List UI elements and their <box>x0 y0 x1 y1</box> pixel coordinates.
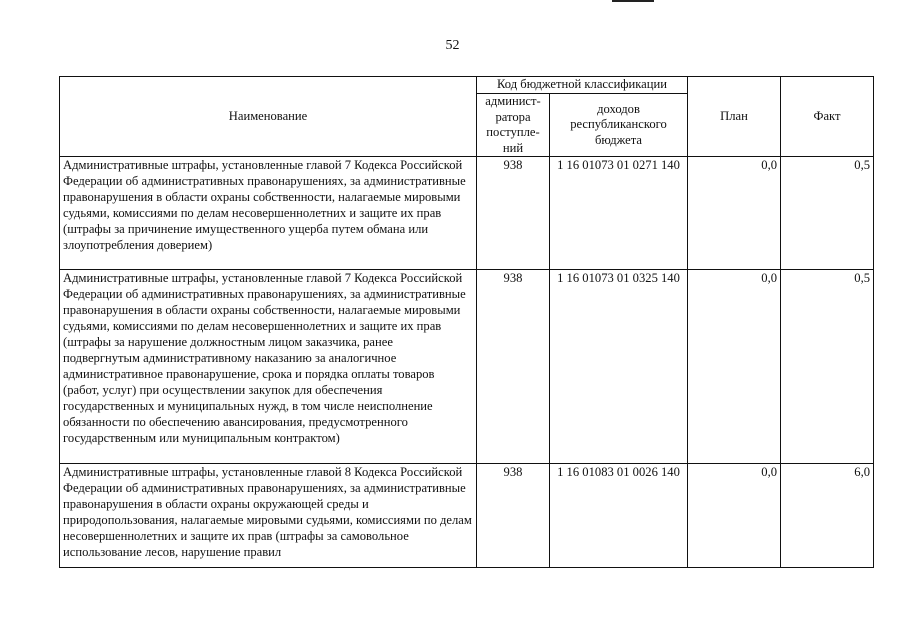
header-fact: Факт <box>781 77 874 157</box>
row-fact: 6,0 <box>781 464 874 568</box>
table-row <box>60 464 874 568</box>
top-edge-mark <box>612 0 654 2</box>
table-row <box>60 270 874 464</box>
row-admin-code: 938 <box>477 464 550 568</box>
row-kbk-code: 1 16 01073 01 0325 140 <box>550 270 688 464</box>
row-plan: 0,0 <box>688 270 781 464</box>
row-plan: 0,0 <box>688 464 781 568</box>
page-number: 52 <box>445 38 460 53</box>
row-kbk-code: 1 16 01083 01 0026 140 <box>550 464 688 568</box>
row-plan: 0,0 <box>688 157 781 270</box>
row-name: Административные штрафы, установленные главой 7 Кодекса Российской Федерации об административных правонарушениях, за административные правонарушения в области охраны собственности, налагаемые мировыми судьями, комиссиями по делам несовершеннолетних и защите их прав (штрафы за причинение имущественного ущерба путем обмана или злоупотребления доверием) <box>60 157 477 270</box>
row-name: Административные штрафы, установленные главой 8 Кодекса Российской Федерации об административных правонарушениях, за административные правонарушения в области охраны окружающей среды и природопользования, налагаемые мировыми судьями, комиссиями по делам несовершеннолетних и защите их прав (штрафы за самовольное использование лесов, нарушение правил <box>60 464 477 568</box>
budget-table <box>59 76 874 568</box>
table-row <box>60 157 874 270</box>
header-admin: админист-ратора поступле-ний <box>477 94 550 157</box>
row-admin-code: 938 <box>477 157 550 270</box>
header-plan: План <box>688 77 781 157</box>
header-name: Наименование <box>60 77 477 157</box>
row-kbk-code: 1 16 01073 01 0271 140 <box>550 157 688 270</box>
row-admin-code: 938 <box>477 270 550 464</box>
row-fact: 0,5 <box>781 270 874 464</box>
header-kbk-group: Код бюджетной классификации <box>477 77 688 94</box>
row-name: Административные штрафы, установленные главой 7 Кодекса Российской Федерации об административных правонарушениях, за административные правонарушения в области охраны собственности, налагаемые мировыми судьями, комиссиями по делам несовершеннолетних и защите их прав (штрафы за нарушение должностным лицом заказчика, ранее подвергнутым административному наказанию за аналогичное административное правонарушение, срока и порядка оплаты товаров (работ, услуг) при осуществлении закупок для обеспечения государственных и муниципальных нужд, в том числе неисполнение обязанности по обеспечению авансирования, предусмотренного государственным или муниципальным контрактом) <box>60 270 477 464</box>
row-fact: 0,5 <box>781 157 874 270</box>
header-revenue: доходов республиканского бюджета <box>550 94 688 157</box>
